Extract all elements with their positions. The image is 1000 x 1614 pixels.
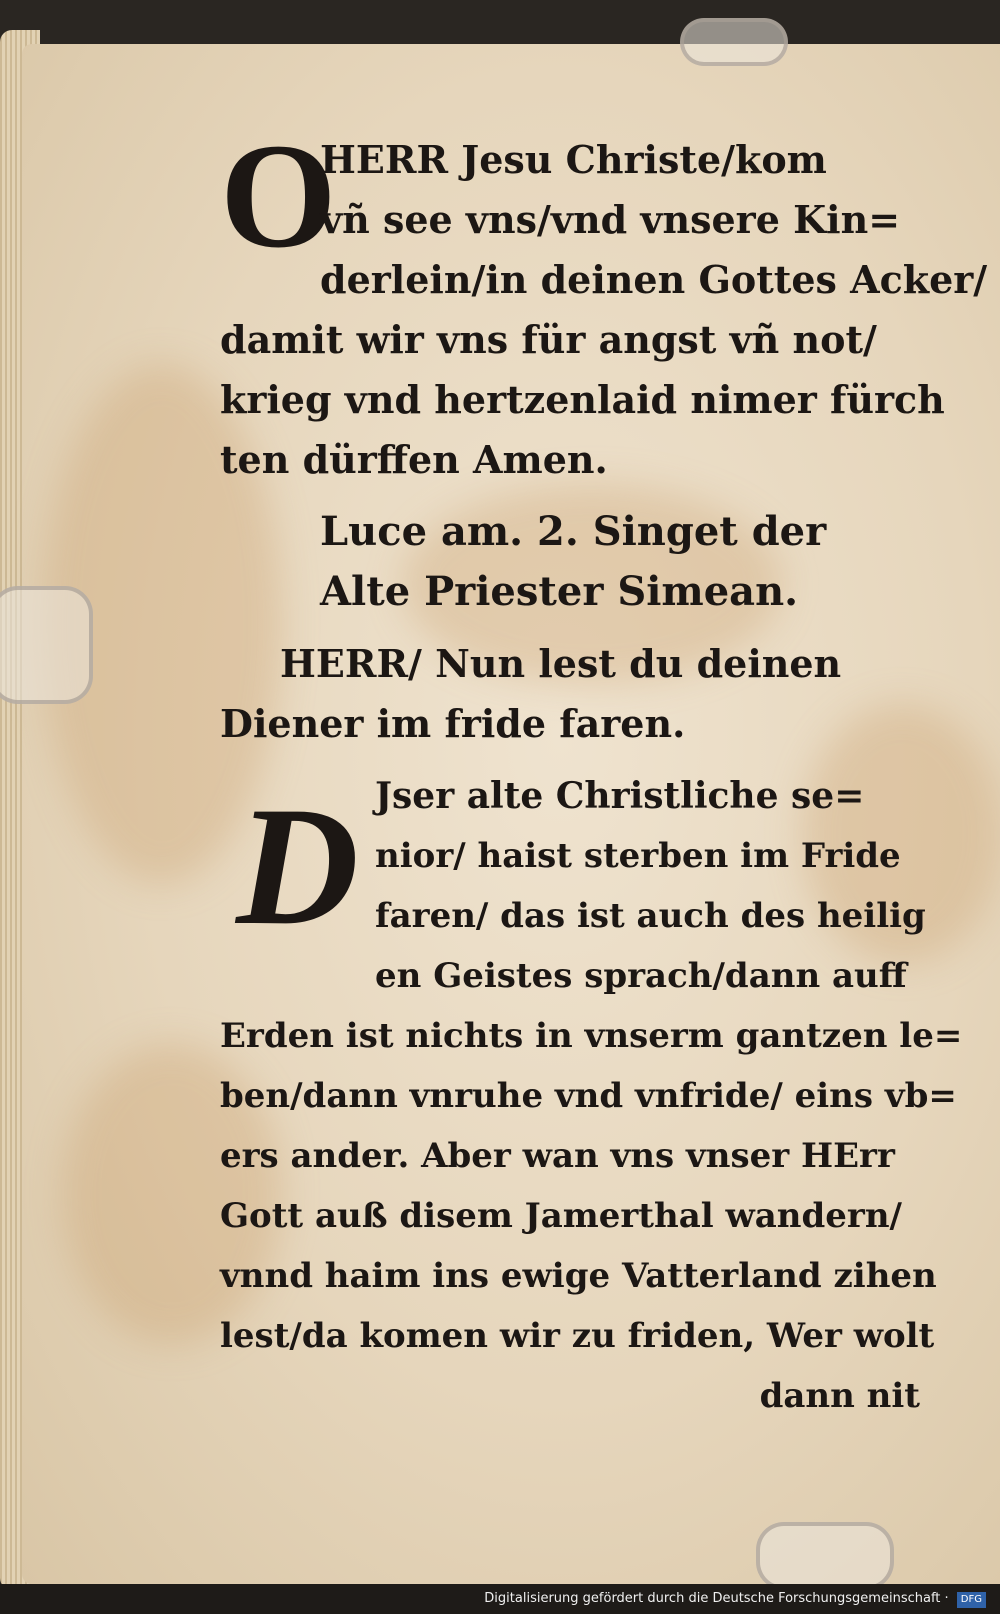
commentary-line: nior/ haist sterben im Fride — [375, 836, 901, 876]
prayer-line: damit wir vns für angst vñ not/ — [220, 317, 877, 362]
verse-line: HERR/ Nun lest du deinen — [280, 641, 842, 686]
commentary-line: en Geistes sprach/dann auff — [375, 956, 907, 996]
prayer-line: vñ see vns/vnd vnsere Kin= — [320, 197, 901, 242]
top-clip — [680, 18, 788, 66]
commentary-line: ben/dann vnruhe vnd vnfride/ eins vb= — [220, 1076, 957, 1116]
dfg-logo: DFG — [957, 1592, 986, 1608]
section-heading: Alte Priester Simean. — [320, 568, 799, 615]
prayer-line: ten dürffen Amen. — [220, 437, 608, 482]
commentary-line: faren/ das ist auch des heilig — [375, 896, 926, 936]
commentary-line: Gott auß disem Jamerthal wandern/ — [220, 1196, 902, 1236]
prayer-line: derlein/in deinen Gottes Acker/ — [320, 257, 988, 302]
prayer-line: krieg vnd hertzenlaid nimer fürch — [220, 377, 945, 422]
digitization-footer — [0, 1584, 1000, 1614]
prayer-line: HERR Jesu Christe/kom — [320, 137, 827, 182]
footer-text: Digitalisierung gefördert durch die Deutsche Forschungsgemeinschaft · — [484, 1591, 949, 1606]
commentary-line: Erden ist nichts in vnserm gantzen le= — [220, 1016, 963, 1056]
bottom-clip — [756, 1522, 894, 1590]
section-heading: Luce am. 2. Singet der — [320, 508, 827, 555]
prayer-drop-cap: O — [220, 113, 337, 279]
commentary-line: vnnd haim ins ewige Vatterland zihen — [220, 1256, 937, 1296]
page-text — [220, 113, 988, 1426]
catchword: dann nit — [759, 1376, 920, 1416]
verse-line: Diener im fride faren. — [220, 701, 686, 746]
commentary-line: ers ander. Aber wan vns vnser HErr — [220, 1136, 895, 1176]
commentary-line: lest/da komen wir zu friden, Wer wolt — [220, 1316, 935, 1356]
ornamental-drop-cap: D — [236, 772, 359, 960]
commentary-line: Jser alte Christliche se= — [375, 775, 865, 817]
side-clip — [0, 586, 93, 704]
